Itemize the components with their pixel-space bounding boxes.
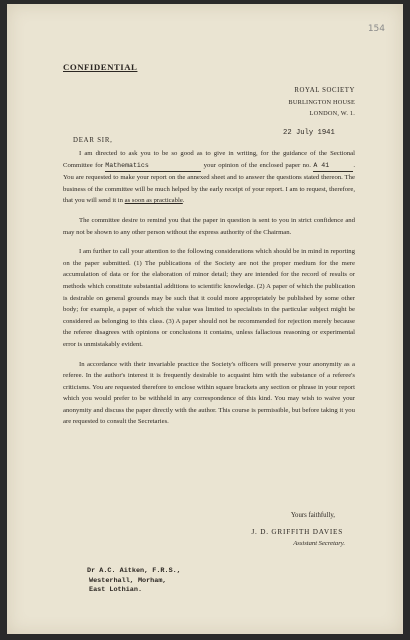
committee-value: Mathematics — [105, 161, 149, 169]
recipient-line: Dr A.C. Aitken, F.R.S., — [87, 567, 181, 575]
recipient-line: East Lothian. — [89, 586, 143, 595]
pencil-page-number: 154 — [367, 24, 385, 34]
para1-text-3: . You are requested to make your report on the annexed sheet and to answer the questions stated thereon. The business of the committee will be much helped by the early receipt of your report. I am to request, therefore, that you will send it in — [63, 161, 355, 205]
signer-name: J. D. GRIFFITH DAVIES — [251, 528, 343, 536]
city-line: LONDON, W. 1. — [309, 110, 355, 117]
org-name: ROYAL SOCIETY — [294, 87, 355, 94]
para1-text-4: . — [182, 197, 185, 205]
letter-page — [7, 4, 403, 634]
paragraph-confidence: The committee desire to remind you that the paper in question is sent to you in strict confidence and may not be shown to any other person without the express authority of the Chairman. — [63, 216, 355, 236]
closing: Yours faithfully, — [290, 512, 335, 519]
letter-body — [63, 148, 355, 436]
salutation: DEAR SIR, — [73, 137, 113, 144]
committee-field — [105, 160, 201, 173]
recipient-line: Westerhall, Morham, — [89, 576, 167, 585]
paragraph-request — [63, 148, 355, 207]
request-deadline: as soon as practicable — [124, 197, 183, 205]
sender-address — [288, 85, 355, 120]
recipient-address — [87, 567, 181, 596]
letter-date: 22 July 1941 — [283, 129, 335, 137]
paragraph-anonymity: In accordance with their invariable practice the Society's officers will preserve your anonymity as a referee. In the author's interest it is frequently desirable to acquaint him with the substance of a referee's criticisms. You are requested therefore to enclose within square brackets any section or phrase in your report which you would prefer to be withheld in any correspondence of this kind. You may wish to waive your anonymity and discuss the paper directly with the author. This course is permissible, but before taking it you are requested to consult the Secretaries. — [63, 360, 355, 426]
building-name: BURLINGTON HOUSE — [288, 98, 355, 106]
paper-number-field — [313, 160, 353, 173]
confidential-heading: CONFIDENTIAL — [63, 62, 138, 72]
para1-text-2: your opinion of the enclosed paper no. — [201, 161, 314, 169]
paper-number-value: A 41 — [313, 161, 330, 169]
paragraph-considerations: I am further to call your attention to the following considerations which should be in mind in reporting on the paper submitted. (1) The publications of the Society are not the proper medium for the mere accumulation of data or for the elaboration of minor detail; they are intended for the record of results or methods which constitute substantial additions to scientific knowledge. (2) A paper of which the publication is desirable on general grounds may be such that it could more appropriately be published by some other body; for example, a paper of which the value was limited to specialists in the particular subject might be considered as belonging to this class. (3) A paper should not be recommended for rejection merely because the referee disagrees with opinions or conclusions it contains, unless fallacious reasoning or experimental error is unmistakably evident. — [63, 248, 355, 348]
signer-title: Assistant Secretary. — [293, 540, 345, 547]
para1-text-1: I am directed to ask you to be so good as to give in writing, for the guidance of the Sectional Committee for — [63, 150, 355, 169]
